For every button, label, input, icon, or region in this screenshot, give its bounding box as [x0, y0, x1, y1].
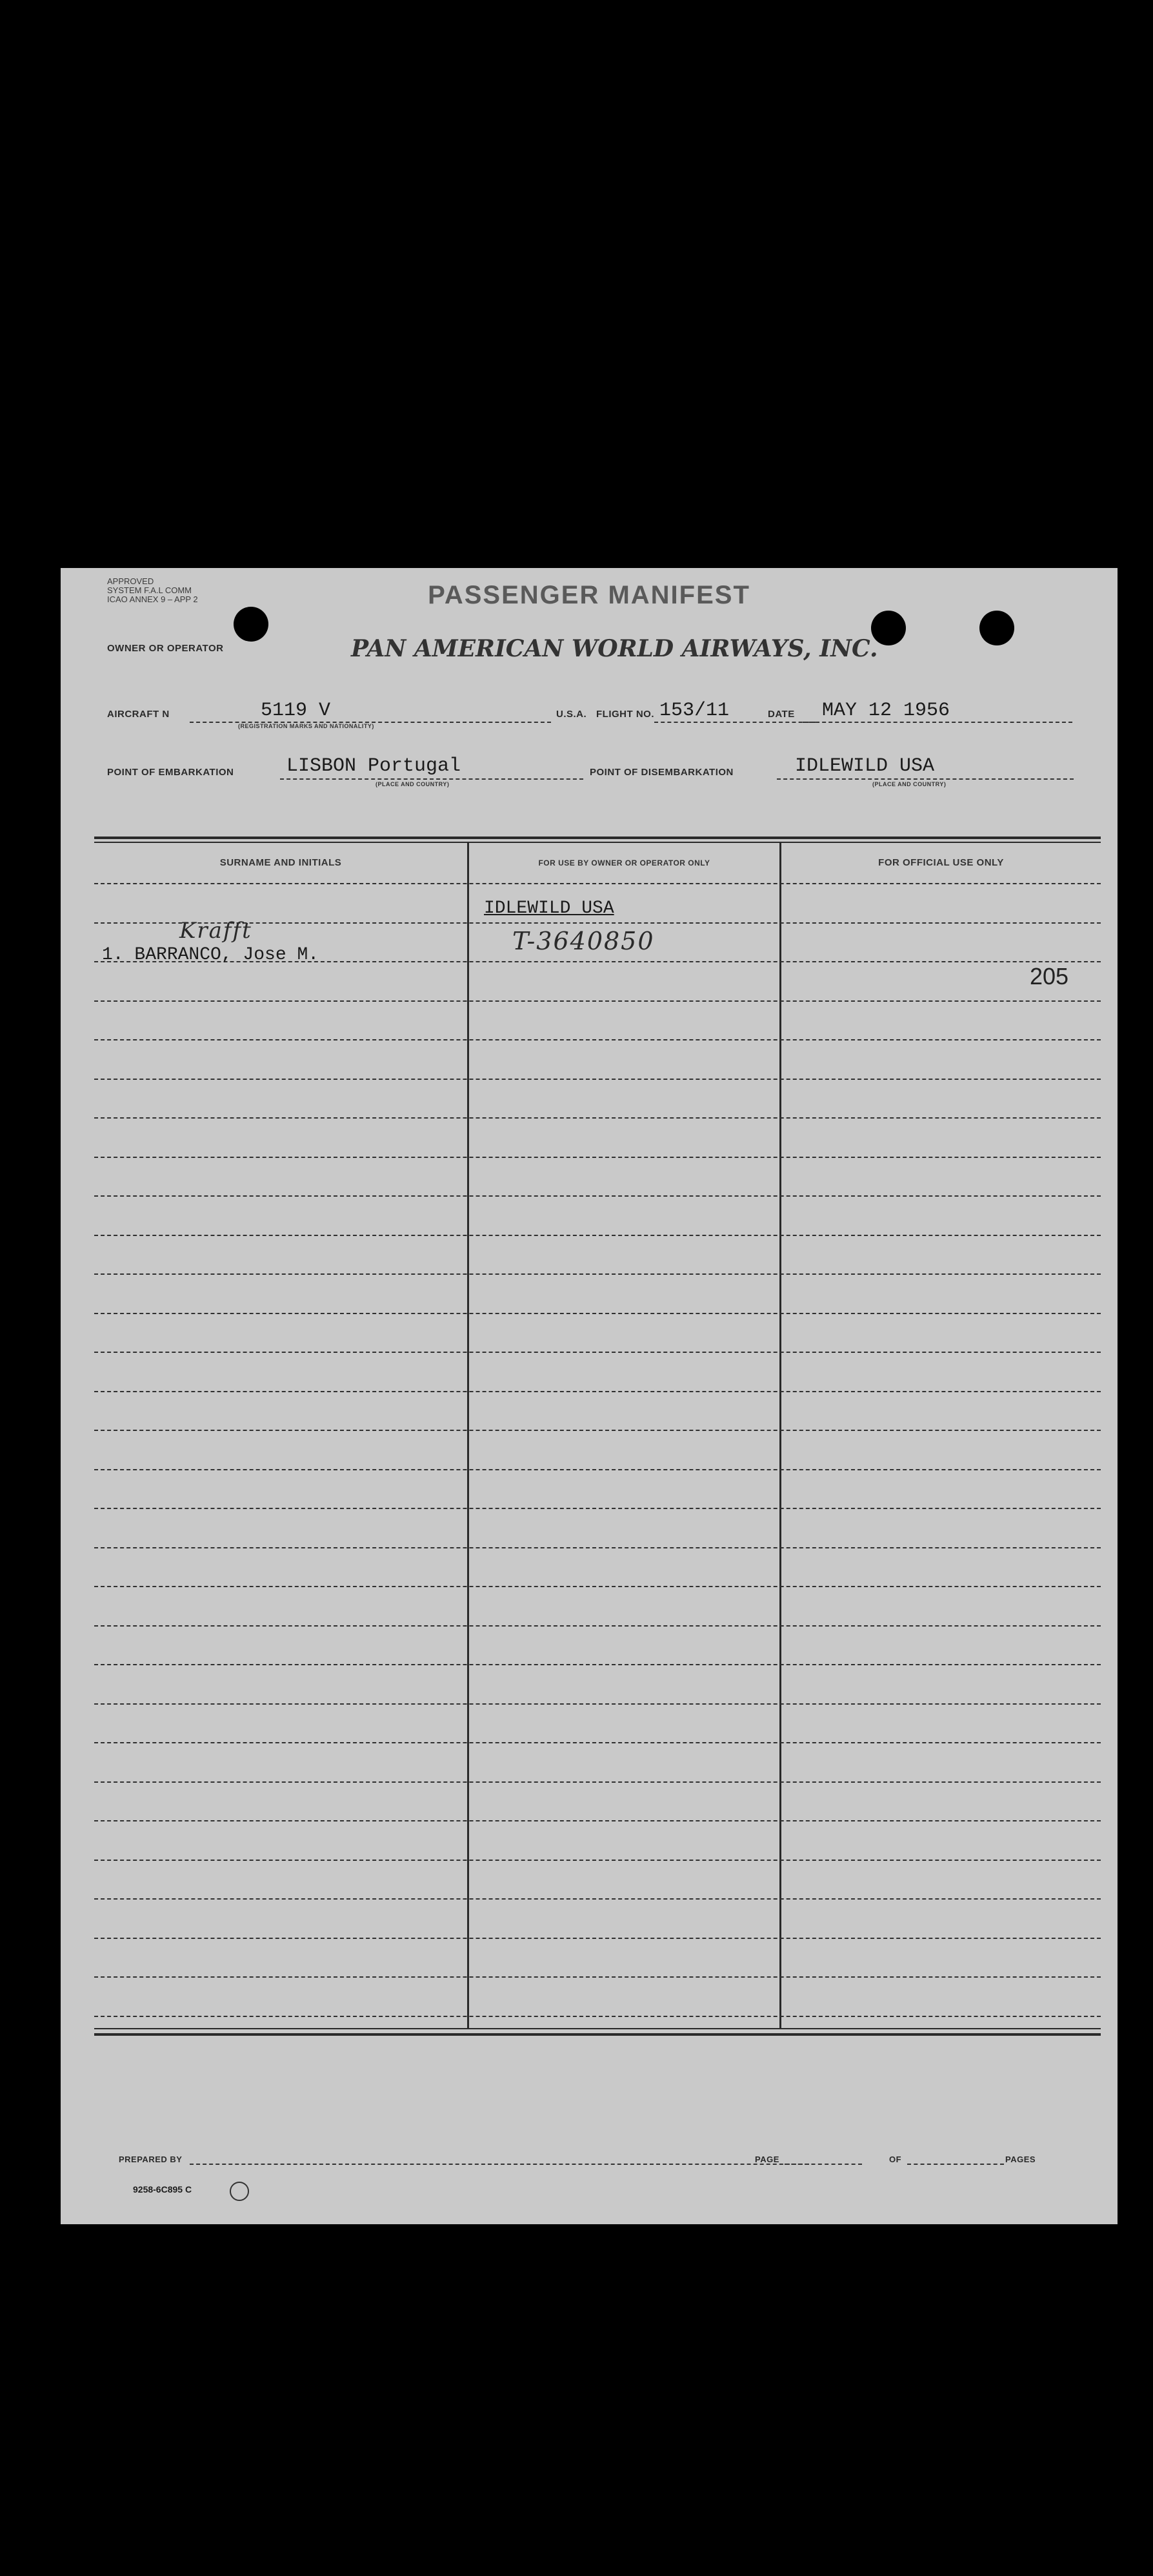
row-rule: [94, 1430, 1101, 1431]
manifest-sheet: [61, 568, 1118, 2224]
row-rule: [94, 1000, 1101, 1002]
row-rule: [94, 1313, 1101, 1314]
date-value: MAY 12 1956: [822, 700, 950, 722]
page-title: PASSENGER MANIFEST: [428, 581, 750, 609]
row-rule: [94, 1820, 1101, 1821]
row-rule: [94, 1273, 1101, 1275]
row-rule: [94, 1195, 1101, 1197]
row-rule: [94, 1352, 1101, 1353]
row-rule: [94, 1469, 1101, 1470]
row-rule: [94, 883, 1101, 884]
row-rule: [94, 1703, 1101, 1705]
handwritten-surname: Krafft: [179, 918, 252, 944]
row-rule: [94, 1117, 1101, 1119]
column-divider: [467, 843, 469, 2028]
row-rule: [94, 1781, 1101, 1783]
passenger-name: 1. BARRANCO, Jose M.: [102, 945, 319, 965]
approval-line: ICAO ANNEX 9 – APP 2: [107, 594, 198, 604]
registration-note: (REGISTRATION MARKS AND NATIONALITY): [238, 723, 374, 729]
row-rule: [94, 2016, 1101, 2017]
embarkation-value: LISBON Portugal: [286, 755, 461, 777]
row-rule: [94, 1938, 1101, 1939]
row-rule: [94, 1235, 1101, 1236]
row-rule: [94, 1508, 1101, 1509]
aircraft-value: 5119 V: [261, 700, 331, 722]
owner-value: PAN AMERICAN WORLD AIRWAYS, INC.: [351, 635, 878, 662]
punch-hole: [979, 611, 1014, 645]
aircraft-label: AIRCRAFT N: [107, 709, 170, 720]
row-rule: [94, 1586, 1101, 1587]
passenger-destination: IDLEWILD USA: [484, 898, 614, 918]
disembarkation-value: IDLEWILD USA: [795, 755, 935, 777]
embarkation-note: (PLACE AND COUNTRY): [376, 781, 450, 787]
disembarkation-note: (PLACE AND COUNTRY): [872, 781, 947, 787]
embarkation-label: POINT OF EMBARKATION: [107, 767, 234, 778]
row-rule: [94, 1391, 1101, 1392]
punch-hole: [234, 607, 268, 642]
row-rule: [94, 1079, 1101, 1080]
flight-value: 153/11: [659, 700, 730, 722]
row-rule: [94, 1664, 1101, 1665]
row-rule: [94, 1898, 1101, 1900]
approval-line: SYSTEM F.A.L COMM: [107, 585, 192, 595]
disembarkation-label: POINT OF DISEMBARKATION: [590, 767, 734, 778]
table-bottom-rule: [94, 2028, 1101, 2029]
column-header-surname: SURNAME AND INITIALS: [219, 857, 342, 868]
date-label: DATE: [768, 709, 795, 720]
table-bottom-rule-thick: [94, 2033, 1101, 2036]
row-rule: [94, 1625, 1101, 1627]
page-label: PAGE: [755, 2155, 779, 2164]
table-top-rule: [94, 837, 1101, 839]
table-top-rule-thin: [94, 842, 1101, 843]
column-header-official: FOR OFFICIAL USE ONLY: [878, 857, 1004, 868]
country-label: U.S.A.: [556, 709, 587, 720]
approval-line: APPROVED: [107, 576, 154, 586]
row-rule: [94, 1547, 1101, 1548]
union-bug-icon: [230, 2182, 249, 2201]
column-header-operator: FOR USE BY OWNER OR OPERATOR ONLY: [538, 858, 710, 867]
of-label: OF: [889, 2155, 902, 2164]
row-rule: [94, 1039, 1101, 1040]
official-number: 205: [1030, 963, 1069, 989]
ticket-number: T-3640850: [512, 927, 655, 955]
prepared-label: PREPARED BY: [119, 2155, 183, 2164]
column-divider: [779, 843, 781, 2028]
owner-label: OWNER OR OPERATOR: [107, 643, 224, 654]
row-rule: [94, 1742, 1101, 1743]
row-rule: [94, 1860, 1101, 1861]
row-rule: [94, 1976, 1101, 1978]
form-number: 9258-6C895 C: [133, 2184, 192, 2195]
flight-label: FLIGHT NO.: [596, 709, 654, 720]
pages-label: PAGES: [1005, 2155, 1036, 2164]
row-rule: [94, 1157, 1101, 1158]
